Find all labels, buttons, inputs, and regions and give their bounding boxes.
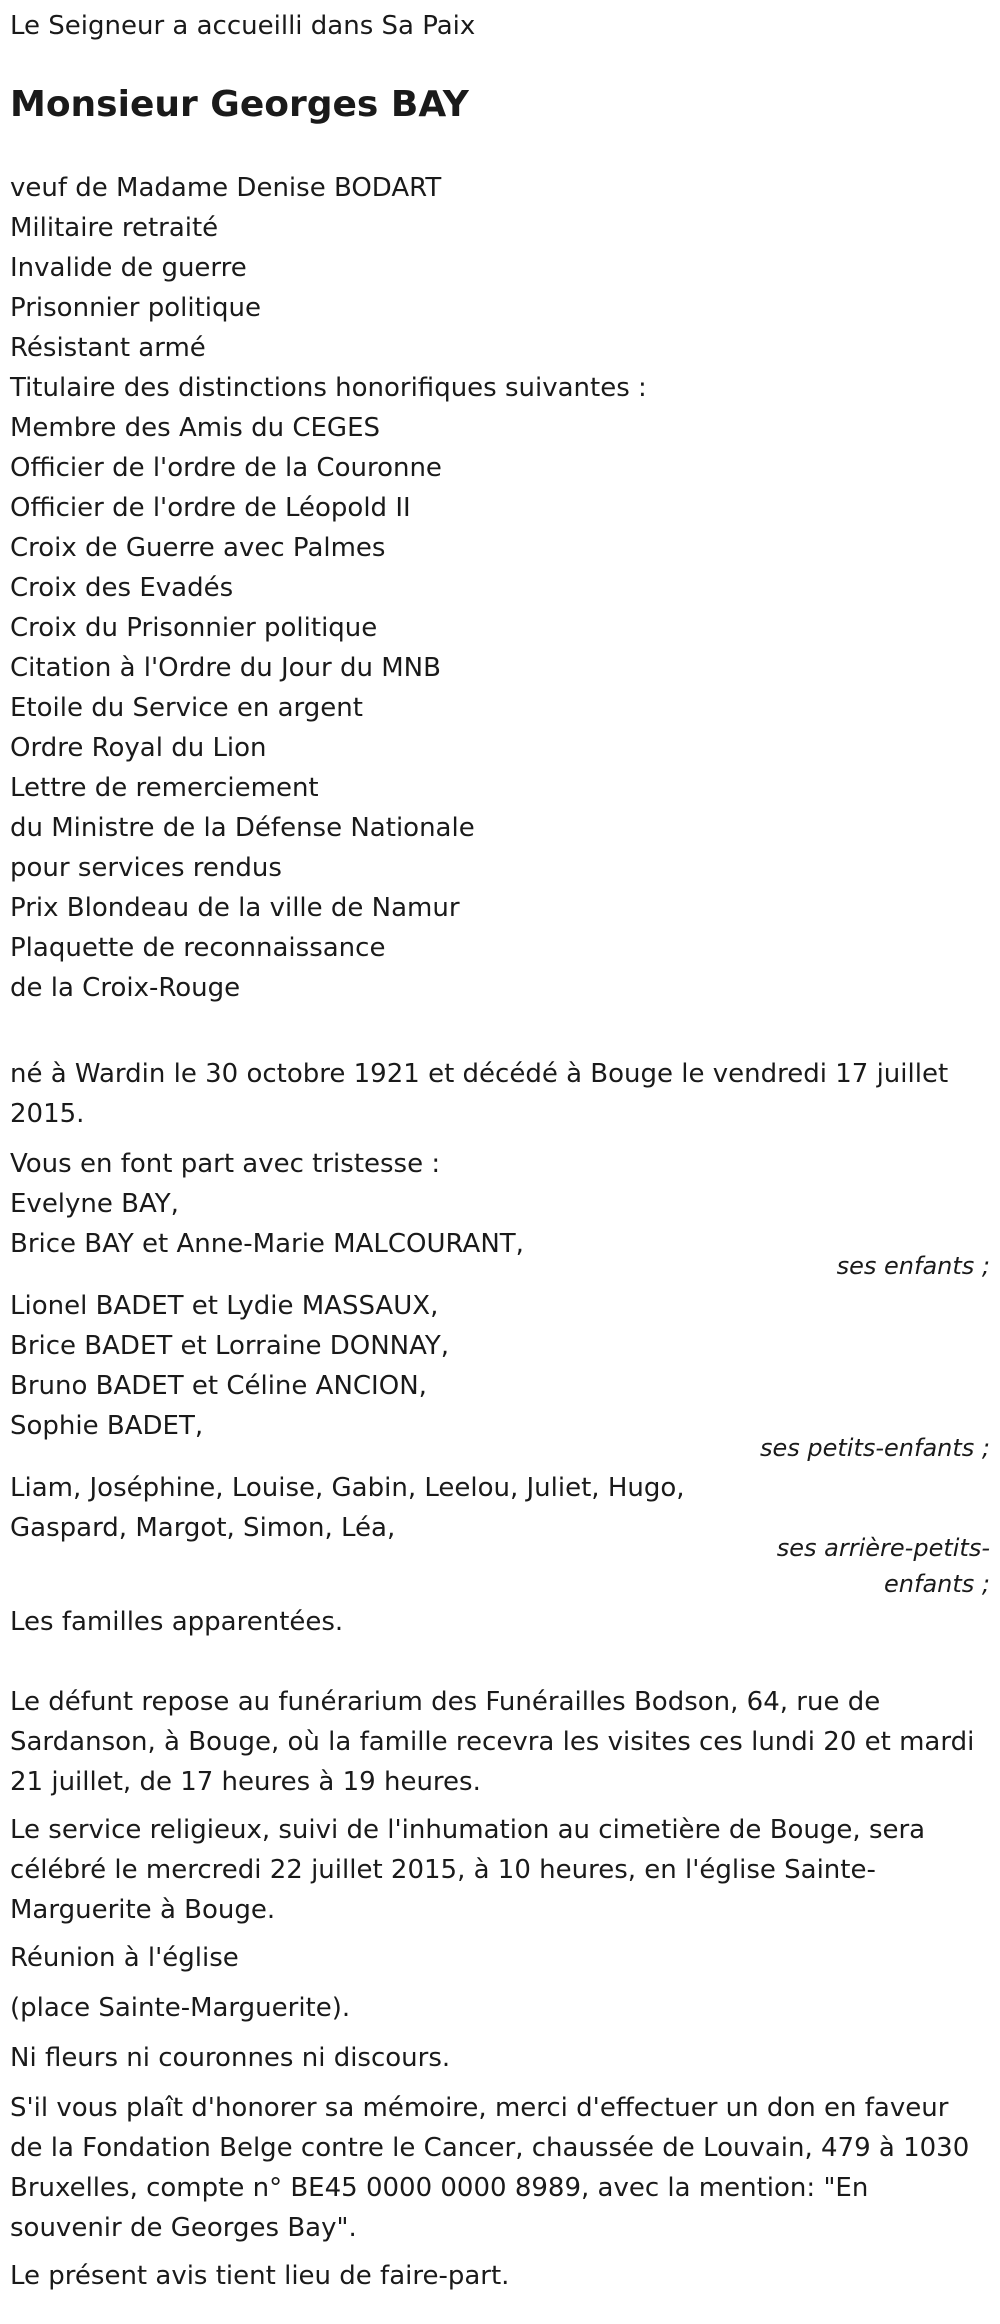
title-line: Titulaire des distinctions honorifiques suivantes : xyxy=(10,373,647,403)
families-line: Les familles apparentées. xyxy=(10,1607,344,1637)
children-label: ses enfants ; xyxy=(836,1252,990,1280)
service-paragraph xyxy=(10,1810,990,1930)
great-grandchildren-label-line: enfants ; xyxy=(884,1570,990,1598)
child-line: Evelyne BAY, xyxy=(10,1189,179,1219)
title-line: de la Croix-Rouge xyxy=(10,973,241,1003)
title-line: Résistant armé xyxy=(10,333,206,363)
no-flowers-line: Ni fleurs ni couronnes ni discours. xyxy=(10,2043,451,2073)
title-line: Etoile du Service en argent xyxy=(10,693,363,723)
family-announce xyxy=(10,1144,990,1264)
title-line: Militaire retraité xyxy=(10,213,219,243)
repose-line: Le défunt repose au funérarium des Funérailles Bodson, 64, rue de xyxy=(10,1687,881,1717)
service-line: célébré le mercredi 22 juillet 2015, à 10 heures, en l'église Sainte- xyxy=(10,1855,876,1885)
title-line: Citation à l'Ordre du Jour du MNB xyxy=(10,653,441,683)
title-line: Plaquette de reconnaissance xyxy=(10,933,386,963)
donation-line: de la Fondation Belge contre le Cancer, chaussée de Louvain, 479 à 1030 xyxy=(10,2133,970,2163)
titles-list xyxy=(10,168,990,1008)
grandchildren-list xyxy=(10,1286,990,1446)
title-line: pour services rendus xyxy=(10,853,282,883)
grandchild-line: Bruno BADET et Céline ANCION, xyxy=(10,1371,427,1401)
title-line: Invalide de guerre xyxy=(10,253,247,283)
repose-line: Sardanson, à Bouge, où la famille recevra les visites ces lundi 20 et mardi xyxy=(10,1727,975,1757)
birth-death-line: 2015. xyxy=(10,1099,85,1129)
title-line: Prix Blondeau de la ville de Namur xyxy=(10,893,460,923)
great-grandchildren-label-line: ses arrière-petits- xyxy=(776,1534,990,1562)
title-line: Prisonnier politique xyxy=(10,293,261,323)
donation-line: Bruxelles, compte n° BE45 0000 0000 8989, avec la mention: "En xyxy=(10,2173,869,2203)
grandchildren-label: ses petits-enfants ; xyxy=(759,1434,990,1462)
donation-paragraph xyxy=(10,2088,990,2248)
great-grandchild-line: Liam, Joséphine, Louise, Gabin, Leelou, Juliet, Hugo, xyxy=(10,1473,685,1503)
grandchild-line: Sophie BADET, xyxy=(10,1411,204,1441)
grandchild-line: Lionel BADET et Lydie MASSAUX, xyxy=(10,1291,439,1321)
service-line: Marguerite à Bouge. xyxy=(10,1895,276,1925)
title-line: veuf de Madame Denise BODART xyxy=(10,173,442,203)
title-line: du Ministre de la Défense Nationale xyxy=(10,813,475,843)
intro-line: Le Seigneur a accueilli dans Sa Paix xyxy=(10,11,476,41)
donation-line: souvenir de Georges Bay". xyxy=(10,2213,357,2243)
title-line: Croix du Prisonnier politique xyxy=(10,613,378,643)
place-line: (place Sainte-Marguerite). xyxy=(10,1993,351,2023)
reunion-line: Réunion à l'église xyxy=(10,1943,239,1973)
birth-death-line: né à Wardin le 30 octobre 1921 et décédé à Bouge le vendredi 17 juillet xyxy=(10,1059,949,1089)
great-grandchildren-label xyxy=(10,1530,990,1602)
great-grandchild-line: Gaspard, Margot, Simon, Léa, xyxy=(10,1513,396,1543)
deceased-name: Monsieur Georges BAY xyxy=(10,84,469,125)
repose-paragraph xyxy=(10,1682,990,1802)
grandchild-line: Brice BADET et Lorraine DONNAY, xyxy=(10,1331,450,1361)
child-line: Brice BAY et Anne-Marie MALCOURANT, xyxy=(10,1229,524,1259)
announce-line: Vous en font part avec tristesse : xyxy=(10,1149,441,1179)
title-line: Ordre Royal du Lion xyxy=(10,733,267,763)
birth-death xyxy=(10,1054,990,1134)
title-line: Officier de l'ordre de Léopold II xyxy=(10,493,411,523)
service-line: Le service religieux, suivi de l'inhumation au cimetière de Bouge, sera xyxy=(10,1815,926,1845)
title-line: Membre des Amis du CEGES xyxy=(10,413,381,443)
title-line: Croix de Guerre avec Palmes xyxy=(10,533,386,563)
title-line: Lettre de remerciement xyxy=(10,773,319,803)
repose-line: 21 juillet, de 17 heures à 19 heures. xyxy=(10,1767,481,1797)
donation-line: S'il vous plaît d'honorer sa mémoire, merci d'effectuer un don en faveur xyxy=(10,2093,949,2123)
title-line: Croix des Evadés xyxy=(10,573,234,603)
closing-line: Le présent avis tient lieu de faire-part. xyxy=(10,2261,510,2291)
title-line: Officier de l'ordre de la Couronne xyxy=(10,453,442,483)
